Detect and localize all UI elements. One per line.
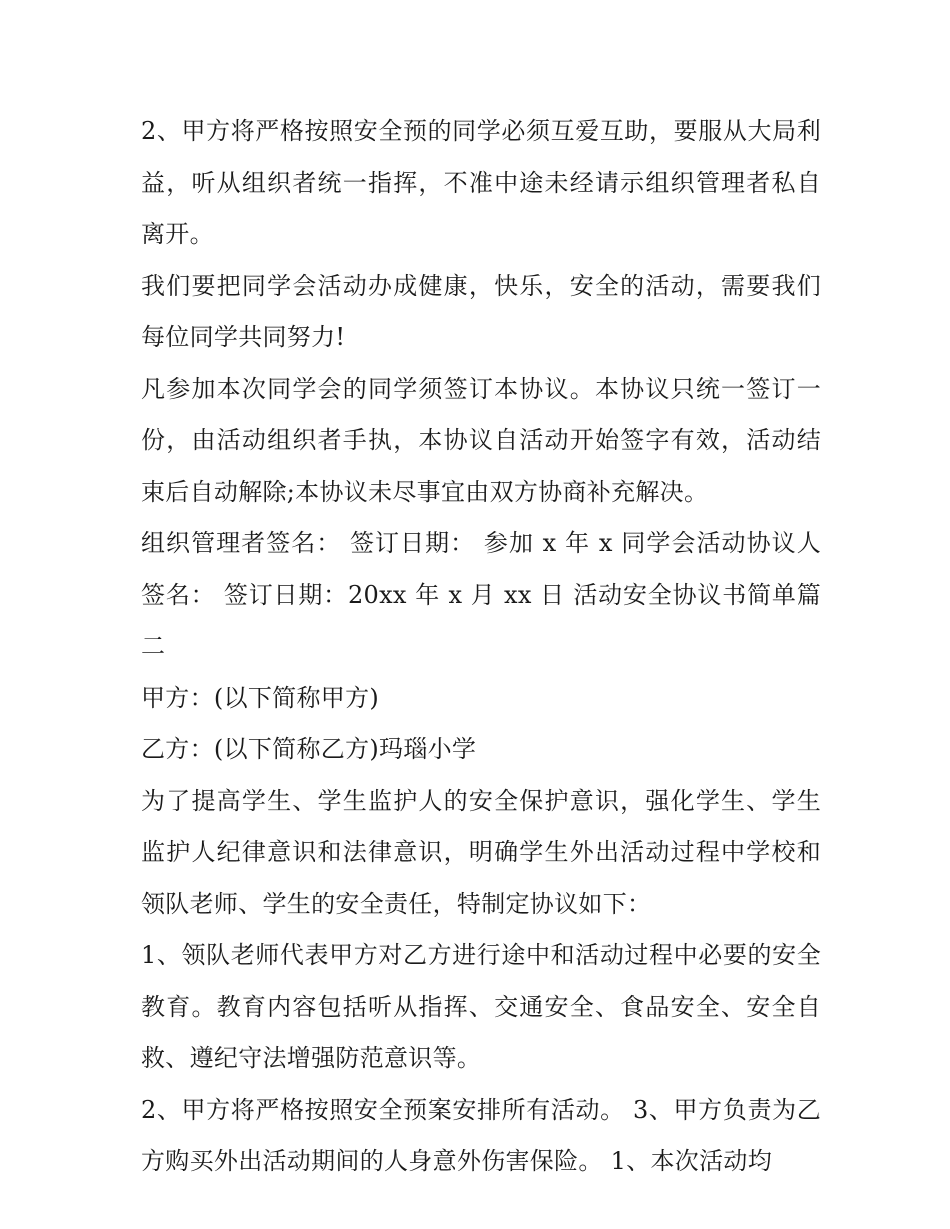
paragraph-7: 为了提高学生、学生监护人的安全保护意识，强化学生、学生监护人纪律意识和法律意识，明确学生外出活动过程中学校和领队老师、学生的安全责任，特制定协议如下： (141, 786, 821, 918)
paragraph-8: 1、领队老师代表甲方对乙方进行途中和活动过程中必要的安全教育。教育内容包括听从指挥、交通安全、食品安全、安全自救、遵纪守法增强防范意识等。 (141, 941, 821, 1072)
paragraph-6: 乙方：(以下简称乙方)玛瑙小学 (141, 735, 477, 763)
paragraph-3: 凡参加本次同学会的同学须签订本协议。本协议只统一签订一份，由活动组织者手执，本协议自活动开始签字有效，活动结束后自动解除;本协议未尽事宜由双方协商补充解决。 (141, 374, 821, 506)
paragraph-4: 组织管理者签名： 签订日期： 参加 x 年 x 同学会活动协议人签名： 签订日期：20xx 年 x 月 xx 日 活动安全协议书简单篇二 (141, 529, 821, 660)
document-body (141, 106, 821, 1188)
paragraph-2: 我们要把同学会活动办成健康，快乐，安全的活动，需要我们每位同学共同努力! (141, 271, 821, 351)
paragraph-1: 2、甲方将严格按照安全预的同学必须互爱互助，要服从大局利益，听从组织者统一指挥，不准中途未经请示组织管理者私自离开。 (141, 117, 821, 248)
paragraph-9: 2、甲方将严格按照安全预案安排所有活动。 3、甲方负责为乙方购买外出活动期间的人身意外伤害保险。 1、本次活动均 (141, 1095, 821, 1175)
paragraph-5: 甲方：(以下简称甲方) (141, 683, 380, 712)
